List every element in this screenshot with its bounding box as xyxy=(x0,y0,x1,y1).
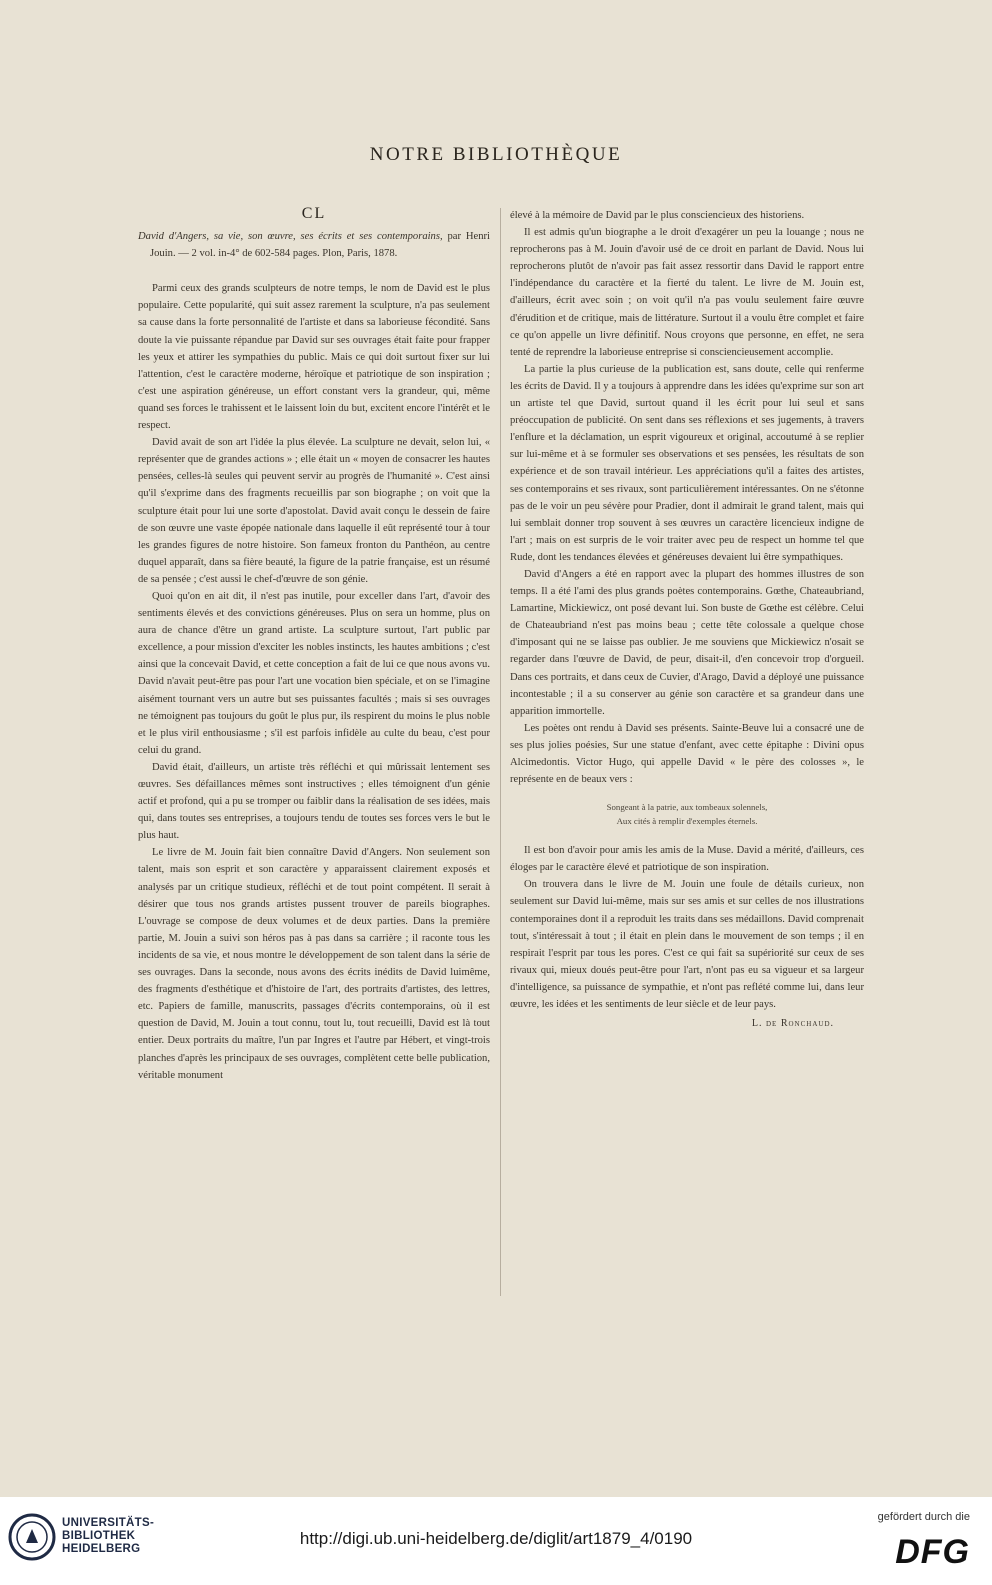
paragraph: La partie la plus curieuse de la publication est, sans doute, celle qui renferme les écrits de David. Il y a toujours à apprendre dans les idées qu'exprime sur son art un artiste tel que David, surtout quand il les écrit pour lui seul et sans préoccupation de publicité. On sent dans ses réflexions et ses jugements, à travers l'enflure et la déclamation, un esprit vigoureux et original, accoutumé à se replier sur lui-même et à se formuler ses observations et ses pensées, les résultats de son expérience et de son travail intérieur. Les appréciations qu'il a faites des artistes, ses contemporains et ses rivaux, sont particulièrement intéressantes. On ne s'étonne pas de le voir un peu sévère pour Pradier, dont il admirait le grand talent, mais qui lui semblait donner trop souvent à ses œuvres un caractère licencieux indigne de l'art ; mais on est surpris de le voir traiter avec peu de respect un homme tel que Rude, dont les tendances élevées et généreuses devaient lui être sympathiques. xyxy=(510,363,864,563)
author-signature: L. de Ronchaud. xyxy=(751,1018,834,1030)
paragraph: Il est bon d'avoir pour amis les amis de la Muse. David a mérité, d'ailleurs, ces éloges par le caractère élevé et patriotique de son inspiration. xyxy=(510,845,864,874)
verse-quote xyxy=(510,800,864,828)
page-title: NOTRE BIBLIOTHÈQUE xyxy=(369,144,623,165)
verse-line: Songeant à la patrie, aux tombeaux solennels, xyxy=(606,802,768,813)
funding-note: gefördert durch die xyxy=(877,1511,970,1523)
left-column xyxy=(138,205,490,1084)
column-divider xyxy=(500,208,501,1296)
paragraph: Le livre de M. Jouin fait bien connaître David d'Angers. Non seulement son talent, mais son esprit et son caractère y apparaissent clairement exposés et analysés par un critique studieux, réfléchi et de tout point compétent. Il serait à désirer que tous nos grands artistes pussent trouver de pareils biographes. L'ouvrage se compose de deux volumes et de deux parties. Dans la première partie, M. Jouin a suivi son héros pas à pas dans sa carrière ; il raconte tous les incidents de sa vie, et nous montre le développement de son talent dans la série de ses ouvrages. Dans la seconde, nous avons des écrits inédits de David luimême, des fragments d'esthétique et d'histoire de l'art, des portraits d'artistes, des lettres, etc. Papiers de famille, manuscrits, passages d'écrits contemporains, où il est question de David, M. Jouin a tout connu, tout lu, tout recueilli, David est là tout entier. Deux portraits du maître, l'un par Ingres et l'autre par Hébert, et vingt-trois planches d'après les principaux de ses ouvrages, complètent cette belle publication, véritable monument xyxy=(138,847,490,1081)
university-line: HEIDELBERG xyxy=(62,1543,141,1555)
dfg-logo: DFG xyxy=(895,1533,970,1571)
bibliographic-entry xyxy=(138,228,490,262)
paragraph: Quoi qu'on en ait dit, il n'est pas inutile, pour exceller dans l'art, d'avoir des sentiments élevés et des convictions généreuses. Plus on sera un homme, plus on aura de chance d'être un grand artiste. La sculpture surtout, l'art public par excellence, a pour mission d'exciter les nobles instincts, les hautes ambitions ; c'est ainsi que la concevait David, et cette conception a fait de lui ce que nous avons vu. David n'avait peut-être pas pour l'art une vocation bien spéciale, et on se l'imagine aisément tournant vers un autre but ses puissantes facultés ; mais si ses ouvrages ne témoignent pas toujours du goût le plus pur, ils respirent du moins le plus noble et le plus viril enthousiasme ; s'il est parfois infidèle au culte du beau, c'est pour celui du grand. xyxy=(138,590,490,756)
paragraph: Parmi ceux des grands sculpteurs de notre temps, le nom de David est le plus populaire. Cette popularité, qui suit assez rarement la sculpture, n'a pas seulement sa cause dans la forte personnalité de l'artiste et dans sa laborieuse fécondité. Sans doute la vie puissante répandue par David sur ses ouvrages était faite pour frapper les yeux et attirer les sympathies du public. Mais ce qui doit surtout fixer sur lui l'attention, c'est le caractère moderne, héroïque et patriotique de son inspiration ; c'est une aspiration généreuse, un effort constant vers la grandeur, qui, même quand ses forces le trahissent et le laissent loin du but, excitent encore l'intérêt et le respect. xyxy=(138,283,490,432)
book-title: David d'Angers, sa vie, son œuvre, ses écrits et ses contemporains, xyxy=(138,231,443,243)
paragraph: David était, d'ailleurs, un artiste très réfléchi et qui mûrissait lentement ses œuvres. Ses défaillances mêmes sont instructives ; elles témoignent d'un génie actif et profond, qui a pu se tromper ou faiblir dans la réalisation de ses idées, mais qui, dans toutes ses entreprises, a toujours tendu de toutes ses forces vers le but le plus haut. xyxy=(138,761,490,842)
permalink-url[interactable]: http://digi.ub.uni-heidelberg.de/diglit/art1879_4/0190 xyxy=(299,1529,693,1548)
paragraph: David d'Angers a été en rapport avec la plupart des hommes illustres de son temps. Il a été l'ami des plus grands poètes contemporains. Gœthe, Chateaubriand, Lamartine, Mickiewicz, ont posé devant lui. Son buste de Gœthe est célèbre. Celui de Chateaubriand n'est pas moins beau ; cette tête colossale a quelque chose d'imposant qui ne se laisse pas oublier. Je me souviens que Mickiewicz n'osait se regarder dans l'œuvre de David, de peur, disait-il, d'en concevoir trop d'orgueil. Dans ces portraits, et dans ceux de Cuvier, d'Arago, David a déployé une puissance incontestable ; il a su conserver au génie son caractère et sa grandeur dans une apparition immortelle. xyxy=(510,568,864,717)
university-line: BIBLIOTHEK xyxy=(62,1530,136,1542)
section-number: CL xyxy=(301,205,327,222)
right-column xyxy=(510,207,864,1032)
footer-bar xyxy=(0,1497,992,1585)
paragraph: élevé à la mémoire de David par le plus consciencieux des historiens. xyxy=(510,210,805,221)
paragraph: Les poètes ont rendu à David ses présents. Sainte-Beuve lui a consacré une de ses plus jolies poésies, Sur une statue d'enfant, avec cette épitaphe : Divini opus Alcimedontis. Victor Hugo, qui appelle David « le père des colosses », le représente en de beaux vers : xyxy=(510,722,864,786)
verse-line: Aux cités à remplir d'exemples éternels. xyxy=(616,816,758,827)
paragraph: On trouvera dans le livre de M. Jouin une foule de détails curieux, non seulement sur David lui-même, mais sur ses amis et sur celles de nos illustrations contemporaines dont il a reproduit les traits dans ses médaillons. David comprenait tout, s'intéressait à tout ; il était en plein dans le mouvement de son temps ; il en respirait l'esprit par tous les pores. C'est ce qui fait sa supériorité sur ceux de ses rivaux qui, mieux doués peut-être pour l'art, n'ont pas eu sa vigueur et sa largeur d'intelligence, sa puissance de sympathie, et n'ont pas reflété comme lui, dans leur œuvre, les idées et les sentiments de leur siècle et de leur pays. xyxy=(510,879,864,1011)
paragraph: Il est admis qu'un biographe a le droit d'exagérer un peu la louange ; nous ne reprocherons pas à M. Jouin d'avoir usé de ce droit en parlant de David. Nous lui reprocherons plutôt de n'avoir pas fait assez ressortir dans David le rapport entre l'indépendance du caractère et la fierté du talent. Le livre de M. Jouin est, d'ailleurs, écrit avec soin ; on voit qu'il n'a pas voulu seulement faire œuvre d'érudition et de critique, mais de littérature. Surtout il a voulu être complet et faire ce qu'on appelle un livre définitif. Nous croyons que personne, en effet, ne sera tenté de reprendre la laborieuse entreprise si consciencieusement accomplie. xyxy=(510,227,864,358)
university-line: UNIVERSITÄTS- xyxy=(62,1517,155,1529)
book-details: par Henri Jouin. — 2 vol. in-4° de 602-584 pages. Plon, Paris, 1878. xyxy=(150,231,490,260)
paragraph: David avait de son art l'idée la plus élevée. La sculpture ne devait, selon lui, « représenter que de grandes actions » ; elle était un « moyen de consacrer les hautes pensées, celles-là seules qui peuvent servir au progrès de l'humanité ». C'est ainsi qu'il s'exprime dans des fragments recueillis par son biographe ; on voit que la sculpture était pour lui une sorte d'apostolat. David avait conçu le dessein de faire de son œuvre une vaste épopée nationale dans laquelle il eût représenté tour à tour les grandes figures de notre histoire. Son fameux fronton du Panthéon, au centre duquel apparaît, dans sa fière beauté, la figure de la patrie française, est un résumé de sa pensée ; c'est aussi le chef-d'œuvre de son génie. xyxy=(138,437,490,585)
